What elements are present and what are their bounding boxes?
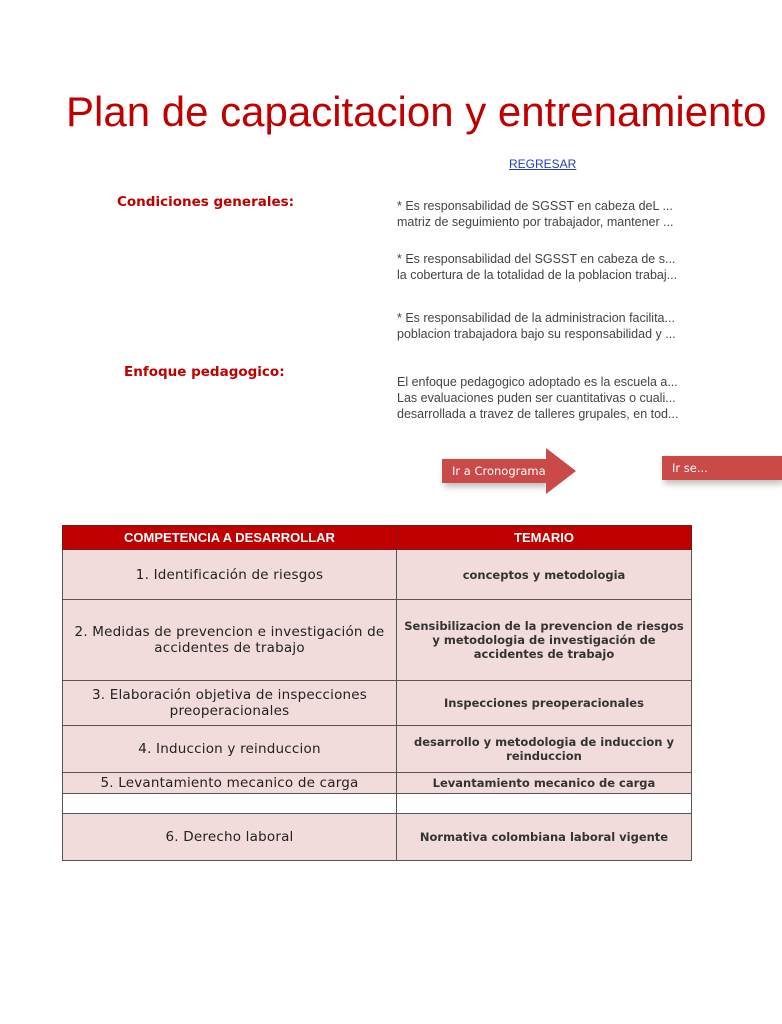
temario-cell: conceptos y metodologia: [397, 550, 692, 600]
table-row: [63, 681, 692, 726]
arrow-right-icon: [546, 448, 576, 494]
header-competencia: COMPETENCIA A DESARROLLAR: [63, 526, 397, 550]
temario-cell: Normativa colombiana laboral vigente: [397, 814, 692, 861]
temario-cell: Inspecciones preoperacionales: [397, 681, 692, 726]
competencia-cell: 2. Medidas de prevencion e investigación de accidentes de trabajo: [63, 600, 397, 681]
regresar-link[interactable]: REGRESAR: [509, 157, 577, 171]
competencia-cell: [63, 794, 397, 814]
table-row-empty: [63, 794, 692, 814]
enfoque-line-2: Las evaluaciones puden ser cuantitativas o cuali...: [397, 391, 676, 405]
enfoque-line-1: El enfoque pedagogico adoptado es la escuela a...: [397, 375, 678, 389]
competencia-cell: 6. Derecho laboral: [63, 814, 397, 861]
condiciones-generales-label: Condiciones generales:: [117, 194, 295, 210]
table-row: [63, 773, 692, 794]
competencia-cell: 1. Identificación de riesgos: [63, 550, 397, 600]
condicion-1-line-2: matriz de seguimiento por trabajador, mantener ...: [397, 215, 674, 229]
header-temario: TEMARIO: [397, 526, 692, 550]
page-title: Plan de capacitacion y entrenamiento: [66, 88, 767, 135]
competencias-table: [62, 525, 692, 861]
condicion-2-line-2: la cobertura de la totalidad de la poblacion trabaj...: [397, 268, 678, 282]
condicion-3-line-2: poblacion trabajadora bajo su responsabilidad y ...: [397, 327, 676, 341]
ir-second-label: Ir se...: [662, 456, 782, 480]
condicion-paragraph-1: [397, 198, 674, 230]
enfoque-line-3: desarrollada a travez de talleres grupales, en tod...: [397, 407, 679, 421]
enfoque-paragraph: [397, 374, 678, 422]
table-row: [63, 726, 692, 773]
condicion-2-line-1: * Es responsabilidad del SGSST en cabeza de s...: [397, 252, 676, 266]
enfoque-pedagogico-label: Enfoque pedagogico:: [124, 364, 285, 380]
ir-a-cronograma-label: Ir a Cronograma: [442, 459, 546, 483]
competencia-cell: 5. Levantamiento mecanico de carga: [63, 773, 397, 794]
ir-a-cronograma-button[interactable]: [442, 448, 576, 494]
condicion-1-line-1: * Es responsabilidad de SGSST en cabeza deL ...: [397, 199, 673, 213]
table-row: [63, 600, 692, 681]
ir-second-button[interactable]: [662, 445, 782, 491]
condicion-paragraph-3: [397, 310, 676, 342]
temario-cell: Sensibilizacion de la prevencion de riesgos y metodologia de investigación de accidentes de trabajo: [397, 600, 692, 681]
table-header-row: [63, 526, 692, 550]
temario-cell: desarrollo y metodologia de induccion y reinduccion: [397, 726, 692, 773]
condicion-paragraph-2: [397, 251, 677, 283]
competencia-cell: 4. Induccion y reinduccion: [63, 726, 397, 773]
temario-cell: Levantamiento mecanico de carga: [397, 773, 692, 794]
competencia-cell: 3. Elaboración objetiva de inspecciones preoperacionales: [63, 681, 397, 726]
temario-cell: [397, 794, 692, 814]
condicion-3-line-1: * Es responsabilidad de la administracion facilita...: [397, 311, 675, 325]
table-row: [63, 550, 692, 600]
table-row: [63, 814, 692, 861]
